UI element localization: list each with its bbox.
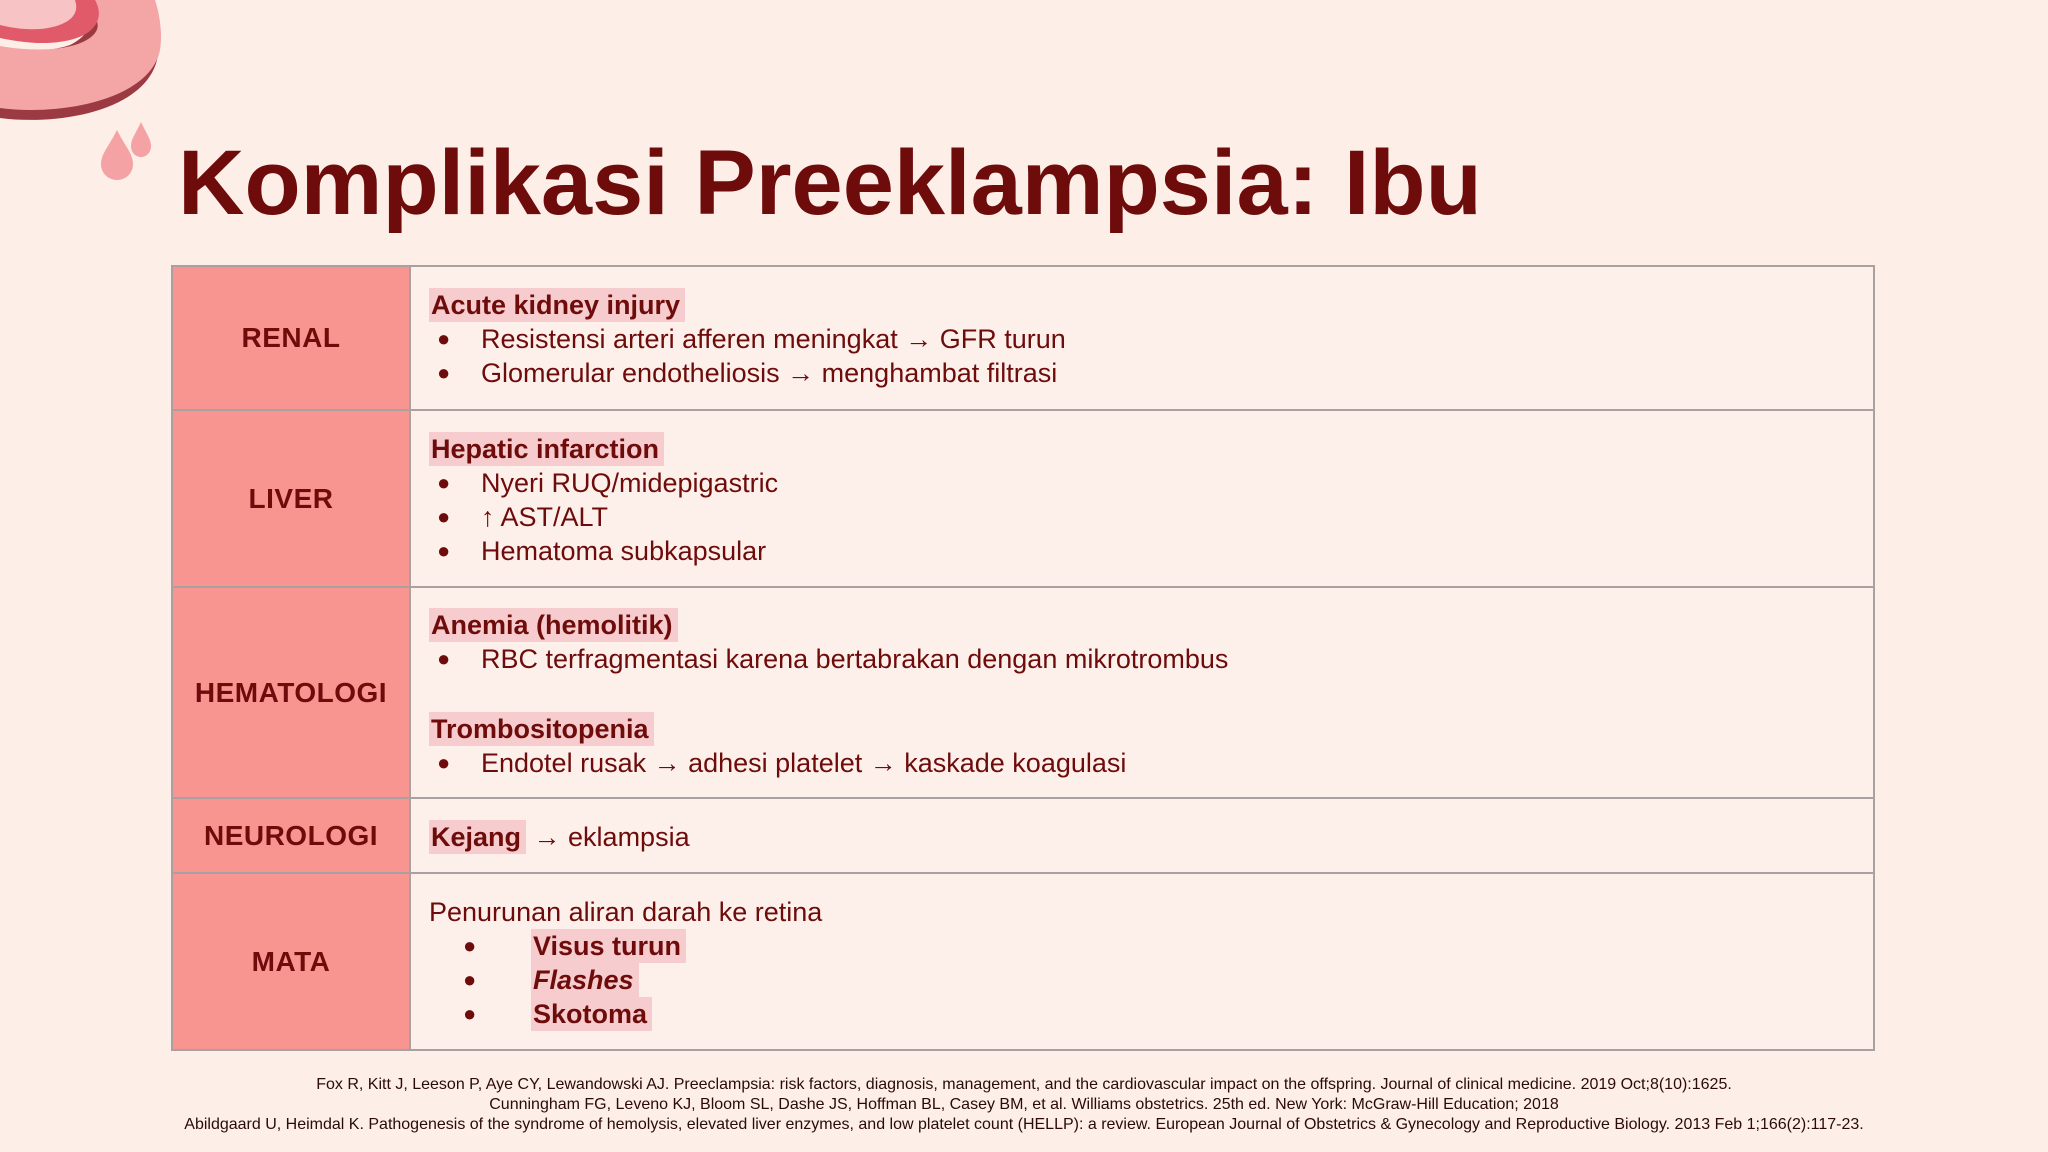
references xyxy=(0,1075,2048,1135)
hematologi-bullets-2 xyxy=(429,746,1855,780)
liver-bullets xyxy=(429,466,1855,568)
neurologi-heading: Kejang xyxy=(429,820,526,854)
category-renal: RENAL xyxy=(172,266,410,410)
list-item: ● ↑ AST/ALT xyxy=(429,500,1855,534)
reference-2: Cunningham FG, Leveno KJ, Bloom SL, Dashe JS, Hoffman BL, Casey BM, et al. Williams obstetrics. 25th ed. New York: McGraw-Hill Education; 2018 xyxy=(489,1096,1559,1113)
mata-bullet-visus: Visus turun xyxy=(531,929,686,963)
category-mata: MATA xyxy=(172,873,410,1050)
list-item: ● Resistensi arteri afferen meningkat → GFR turun xyxy=(429,322,1855,356)
hematologi-heading-2: Trombositopenia xyxy=(429,712,654,746)
mata-intro: Penurunan aliran darah ke retina xyxy=(429,896,823,927)
page-title: Komplikasi Preeklampsia: Ibu xyxy=(178,132,1482,234)
hematologi-heading: Anemia (hemolitik) xyxy=(429,608,678,642)
mata-bullet-skotoma: Skotoma xyxy=(531,997,652,1031)
renal-bullets xyxy=(429,322,1855,390)
renal-heading: Acute kidney injury xyxy=(429,288,685,322)
list-item: ● RBC terfragmentasi karena bertabrakan dengan mikrotrombus xyxy=(429,642,1855,676)
list-item: ● Nyeri RUQ/midepigastric xyxy=(429,466,1855,500)
table-row xyxy=(172,410,1874,587)
mata-bullets xyxy=(429,929,1855,1031)
list-item: ● Glomerular endotheliosis → menghambat filtrasi xyxy=(429,356,1855,390)
hematologi-bullets xyxy=(429,642,1855,676)
mata-content xyxy=(410,873,1874,1050)
category-liver: LIVER xyxy=(172,410,410,587)
neurologi-suffix: → eklampsia xyxy=(526,821,690,852)
hematologi-content xyxy=(410,587,1874,798)
table-row xyxy=(172,873,1874,1050)
table-row xyxy=(172,798,1874,873)
list-item: ● Endotel rusak → adhesi platelet → kaskade koagulasi xyxy=(429,746,1855,780)
table-row xyxy=(172,587,1874,798)
category-hematologi: HEMATOLOGI xyxy=(172,587,410,798)
list-item xyxy=(429,963,1855,997)
complications-table xyxy=(171,265,1875,1051)
category-neurologi: NEUROLOGI xyxy=(172,798,410,873)
reference-3: Abildgaard U, Heimdal K. Pathogenesis of the syndrome of hemolysis, elevated liver enzymes, and low platelet count (HELLP): a review. European Journal of Obstetrics & Gynecology and Reproductive Biology. 2013 Feb 1;166(2):117-23. xyxy=(184,1116,1864,1133)
table-row xyxy=(172,266,1874,410)
list-item xyxy=(429,929,1855,963)
liver-content xyxy=(410,410,1874,587)
neurologi-content xyxy=(410,798,1874,873)
list-item: ● Hematoma subkapsular xyxy=(429,534,1855,568)
blood-drop-icon xyxy=(95,118,165,188)
list-item xyxy=(429,997,1855,1031)
renal-content xyxy=(410,266,1874,410)
mata-bullet-flashes: Flashes xyxy=(531,963,639,997)
reference-1: Fox R, Kitt J, Leeson P, Aye CY, Lewandowski AJ. Preeclampsia: risk factors, diagnosis, management, and the cardiovascular impact on the offspring. Journal of clinical medicine. 2019 Oct;8(10):1625. xyxy=(316,1076,1732,1093)
liver-heading: Hepatic infarction xyxy=(429,432,664,466)
